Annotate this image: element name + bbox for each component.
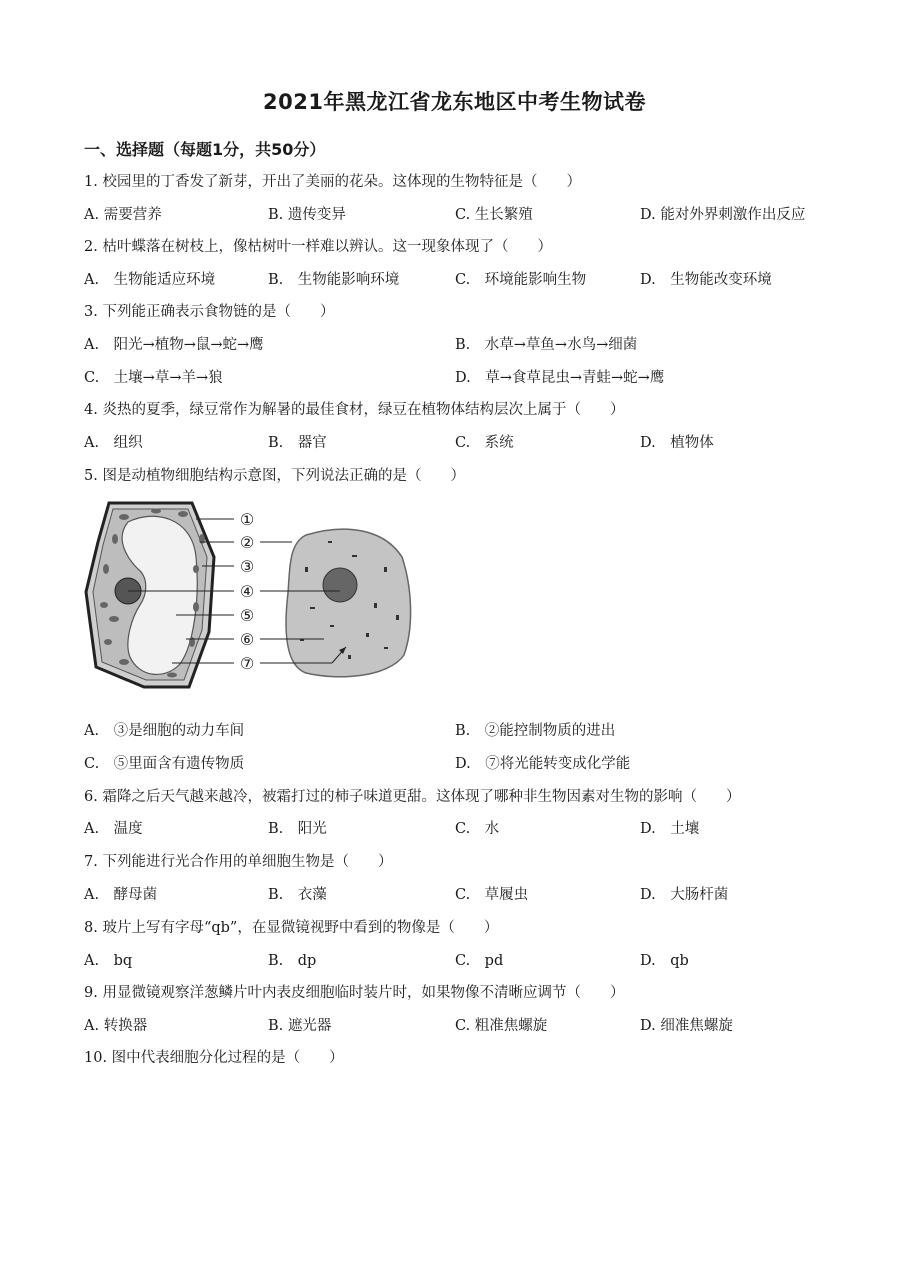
q5-option-b: B. ②能控制物质的进出 (455, 723, 616, 739)
label-2: ② (239, 533, 255, 552)
exam-title: 2021年黑龙江省龙东地区中考生物试卷 (263, 90, 646, 114)
q6-option-b: B. 阳光 (268, 821, 327, 837)
question-10-stem: 10. 图中代表细胞分化过程的是（ ） (84, 1050, 344, 1066)
animal-nucleus (323, 568, 357, 602)
q2-option-a: A. 生物能适应环境 (84, 272, 216, 288)
q4-option-a: A. 组织 (84, 435, 143, 451)
section-heading-choice: 一、选择题（每题1分，共50分） (84, 140, 326, 159)
q9-option-b: B. 遮光器 (268, 1018, 332, 1034)
q4-option-d: D. 植物体 (640, 435, 714, 451)
q1-option-a: A. 需要营养 (84, 207, 162, 223)
q7-option-d: D. 大肠杆菌 (640, 887, 729, 903)
q9-option-c: C. 粗准焦螺旋 (455, 1018, 548, 1034)
label-3: ③ (239, 557, 255, 576)
question-3-stem: 3. 下列能正确表示食物链的是（ ） (84, 304, 335, 320)
question-8-stem: 8. 玻片上写有字母“qb”，在显微镜视野中看到的物像是（ ） (84, 920, 499, 936)
q8-option-d: D. qb (640, 953, 689, 969)
label-4: ④ (239, 582, 255, 601)
animal-cell (286, 529, 411, 677)
q8-option-b: B. dp (268, 953, 317, 969)
q3-option-b: B. 水草→草鱼→水鸟→细菌 (455, 337, 638, 353)
q7-option-c: C. 草履虫 (455, 887, 529, 903)
q2-option-d: D. 生物能改变环境 (640, 272, 772, 288)
q9-option-a: A. 转换器 (84, 1018, 148, 1034)
q1-option-b: B. 遗传变异 (268, 207, 346, 223)
q4-option-b: B. 器官 (268, 435, 327, 451)
q1-option-d: D. 能对外界刺激作出反应 (640, 207, 806, 223)
question-1-stem: 1. 校园里的丁香发了新芽，开出了美丽的花朵。这体现的生物特征是（ ） (84, 174, 581, 190)
q5-option-d: D. ⑦将光能转变成化学能 (455, 756, 631, 772)
q2-option-b: B. 生物能影响环境 (268, 272, 400, 288)
q3-option-a: A. 阳光→植物→鼠→蛇→鹰 (84, 337, 264, 353)
label-6: ⑥ (239, 630, 255, 649)
q1-option-c: C. 生长繁殖 (455, 207, 533, 223)
q3-option-c: C. 土壤→草→羊→狼 (84, 370, 223, 386)
question-6-stem: 6. 霜降之后天气越来越冷，被霜打过的柿子味道更甜。这体现了哪种非生物因素对生物的影响（ ） (84, 789, 741, 805)
q7-option-b: B. 衣藻 (268, 887, 327, 903)
label-1: ① (239, 510, 255, 529)
q4-option-c: C. 系统 (455, 435, 514, 451)
question-7-stem: 7. 下列能进行光合作用的单细胞生物是（ ） (84, 854, 393, 870)
label-7: ⑦ (239, 654, 255, 673)
question-9-stem: 9. 用显微镜观察洋葱鳞片叶内表皮细胞临时装片时，如果物像不清晰应调节（ ） (84, 985, 625, 1001)
q6-option-a: A. 温度 (84, 821, 143, 837)
q2-option-c: C. 环境能影响生物 (455, 272, 587, 288)
q6-option-d: D. 土壤 (640, 821, 700, 837)
q8-option-a: A. bq (84, 953, 133, 969)
question-4-stem: 4. 炎热的夏季，绿豆常作为解暑的最佳食材，绿豆在植物体结构层次上属于（ ） (84, 402, 625, 418)
q5-option-a: A. ③是细胞的动力车间 (84, 723, 245, 739)
q5-option-c: C. ⑤里面含有遗传物质 (84, 756, 245, 772)
q6-option-c: C. 水 (455, 821, 500, 837)
label-5: ⑤ (239, 606, 255, 625)
q8-option-c: C. pd (455, 953, 504, 969)
q9-option-d: D. 细准焦螺旋 (640, 1018, 733, 1034)
q7-option-a: A. 酵母菌 (84, 887, 158, 903)
question-5-stem: 5. 图是动植物细胞结构示意图，下列说法正确的是（ ） (84, 468, 465, 484)
cell-structure-diagram (84, 497, 424, 692)
q3-option-d: D. 草→食草昆虫→青蛙→蛇→鹰 (455, 370, 665, 386)
question-2-stem: 2. 枯叶蝶落在树枝上，像枯树叶一样难以辨认。这一现象体现了（ ） (84, 239, 552, 255)
